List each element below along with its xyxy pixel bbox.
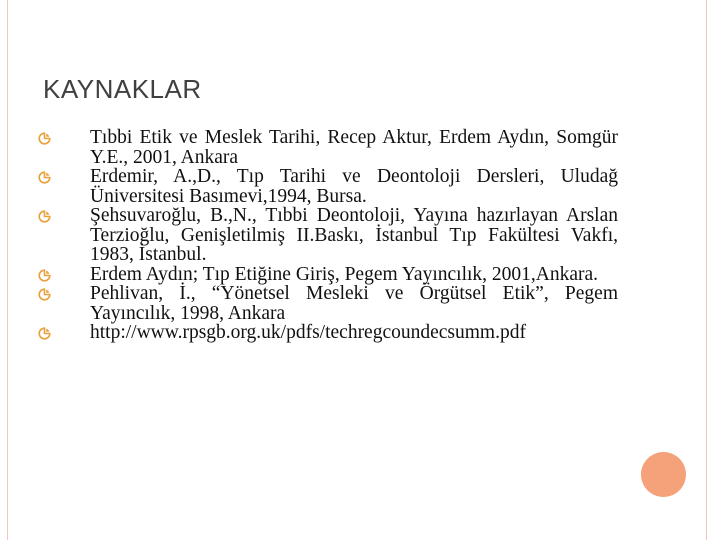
bullet-icon (38, 269, 51, 282)
bullet-icon (38, 171, 51, 184)
bullet-icon (38, 327, 51, 340)
list-item (38, 323, 618, 343)
list-item (38, 206, 618, 265)
bullet-icon (38, 132, 51, 145)
reference-text: Tıbbi Etik ve Meslek Tarihi, Recep Aktur, Erdem Aydın, Somgür Y.E., 2001, Ankara (90, 127, 618, 168)
reference-text: Erdemir, A.,D., Tıp Tarihi ve Deontoloji Dersleri, Uludağ Üniversitesi Basımevi,1994, Bursa. (90, 166, 618, 207)
decorative-circle (641, 452, 686, 497)
bullet-icon (38, 288, 51, 301)
reference-text: Pehlivan, İ., “Yönetsel Mesleki ve Örgütsel Etik”, Pegem Yayıncılık, 1998, Ankara (90, 283, 618, 324)
bullet-icon (38, 210, 51, 223)
reference-text: Erdem Aydın; Tıp Etiğine Giriş, Pegem Yayıncılık, 2001,Ankara. (90, 263, 599, 285)
list-item (38, 265, 618, 285)
list-item (38, 128, 618, 167)
slide-title: KAYNAKLAR (43, 74, 202, 104)
reference-link[interactable]: http://www.rpsgb.org.uk/pdfs/techregcoundecsumm.pdf (90, 322, 526, 343)
list-item (38, 167, 618, 206)
reference-text: Şehsuvaroğlu, B.,N., Tıbbi Deontoloji, Yayına hazırlayan Arslan Terzioğlu, Genişletilmiş II.Baskı, İstanbul Tıp Fakültesi Vakfı, 1983, İstanbul. (90, 205, 618, 265)
list-item (38, 284, 618, 323)
reference-list (38, 128, 618, 343)
